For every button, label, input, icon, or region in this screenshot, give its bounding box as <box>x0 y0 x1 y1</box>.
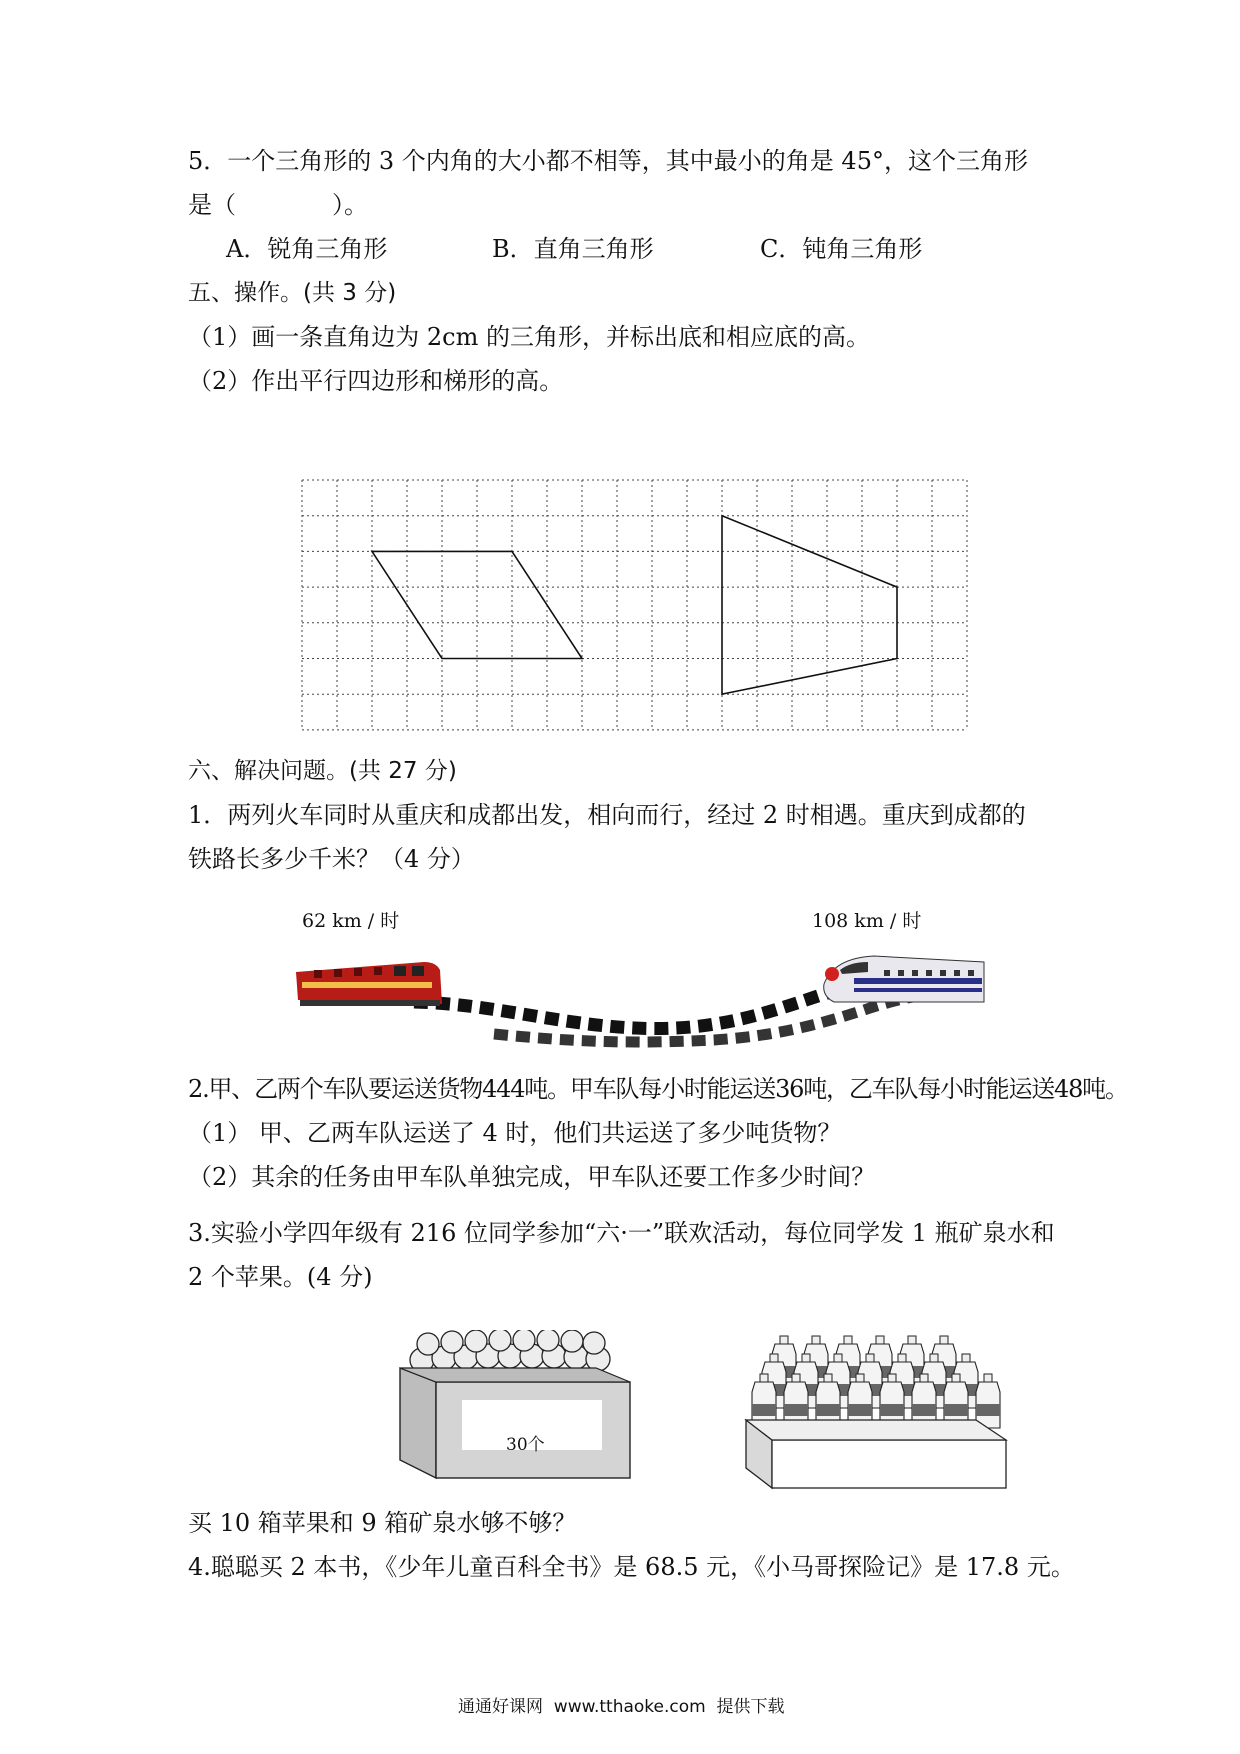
problem2-sub2: （2）其余的任务由甲车队单独完成，甲车队还要工作多少时间？ <box>188 1163 876 1191</box>
page-footer: 通通好课网 www.tthaoke.com 提供下载 <box>458 1697 785 1717</box>
train-illustration <box>294 944 994 1064</box>
problem3-question: 买 10 箱苹果和 9 箱矿泉水够不够？ <box>188 1509 577 1537</box>
problem4-line1: 4.聪聪买 2 本书，《少年儿童百科全书》是 68.5 元，《小马哥探险记》是 17.8 元。 <box>188 1553 1075 1581</box>
apple-box-illustration <box>398 1330 634 1480</box>
section6-heading: 六、解决问题。(共 27 分) <box>188 758 457 784</box>
section5-item1: （1）画一条直角边为 2cm 的三角形，并标出底和相应底的高。 <box>188 323 870 351</box>
section5-heading: 五、操作。(共 3 分) <box>188 280 397 306</box>
parallelogram-shape <box>372 551 582 658</box>
grid-figure <box>300 478 984 734</box>
apple-box-side <box>400 1368 436 1478</box>
q5-line2: 是（ ）。 <box>188 191 368 219</box>
trapezoid-shape <box>722 516 897 695</box>
dotted-grid <box>302 480 967 730</box>
problem3-line1: 3.实验小学四年级有 216 位同学参加“六·一”联欢活动，每位同学发 1 瓶矿泉水和 <box>188 1219 1055 1247</box>
speed-label-right: 108 km / 时 <box>812 910 922 932</box>
q5-option-a: A．锐角三角形 <box>226 235 388 263</box>
q5-option-b: B．直角三角形 <box>492 235 654 263</box>
water-crate-illustration <box>744 1334 1010 1490</box>
speed-label-left: 62 km / 时 <box>302 910 400 932</box>
bottles-icon <box>752 1336 1000 1428</box>
problem2-line1: 2.甲、乙两个车队要运送货物444吨。甲车队每小时能运送36吨，乙车队每小时能运送48吨。 <box>188 1075 1128 1103</box>
apple-box-label: 30个 <box>506 1435 545 1455</box>
red-train-icon <box>296 962 442 1006</box>
q5-option-c: C．钝角三角形 <box>760 235 923 263</box>
section5-item2: （2）作出平行四边形和梯形的高。 <box>188 367 564 395</box>
q5-line1: 5．一个三角形的 3 个内角的大小都不相等，其中最小的角是 45°，这个三角形 <box>188 147 1028 175</box>
problem3-line2: 2 个苹果。(4 分) <box>188 1263 373 1291</box>
problem1-line1: 1．两列火车同时从重庆和成都出发，相向而行，经过 2 时相遇。重庆到成都的 <box>188 801 1026 829</box>
apples-icon <box>410 1330 610 1372</box>
problem2-sub1: （1） 甲、乙两车队运送了 4 时，他们共运送了多少吨货物？ <box>188 1119 842 1147</box>
bullet-train-icon <box>824 956 984 1002</box>
problem1-line2: 铁路长多少千米？（4 分） <box>188 845 475 873</box>
water-crate-front <box>772 1440 1006 1488</box>
